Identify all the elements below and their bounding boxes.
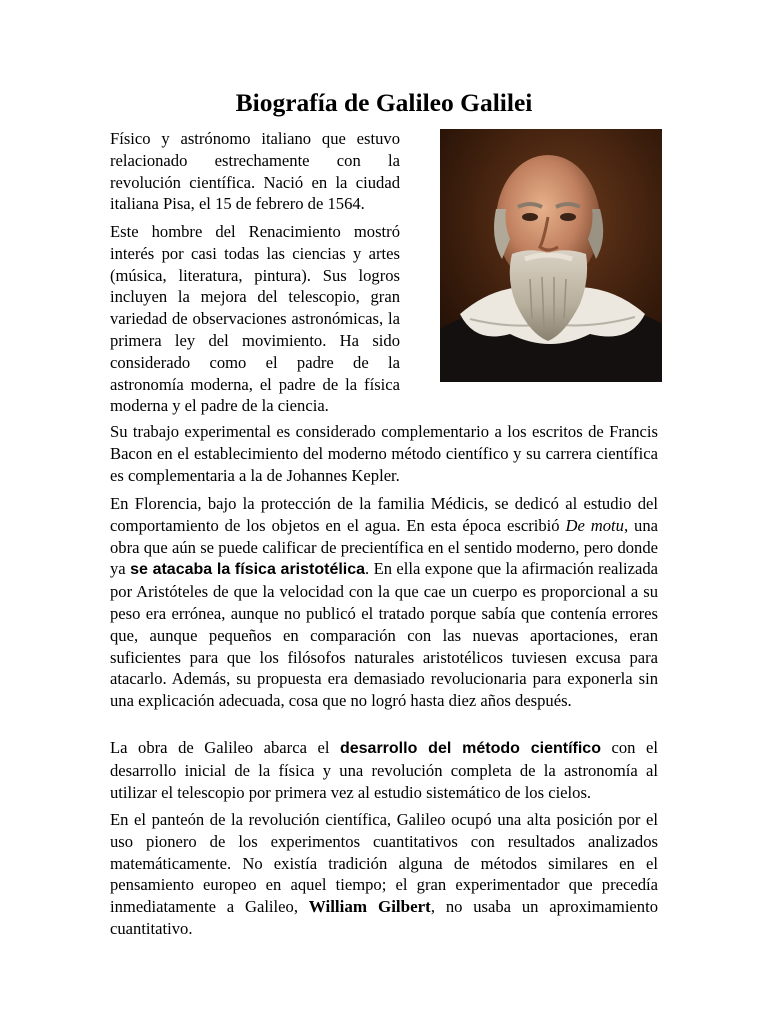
paragraph-pantheon (110, 809, 658, 940)
paragraph-experimental-work: Su trabajo experimental es considerado complementario a los escritos de Francis Bacon en el establecimiento del moderno método científico y su carrera científica es complementaria a la de Johannes Kepler. (110, 422, 658, 485)
paragraph-text: La obra de Galileo abarca el (110, 738, 340, 757)
paragraph-text: , una obra que aún se puede calificar de precientífica en el sentido moderno, pero donde ya (110, 515, 658, 579)
paragraph-text: con el desarrollo inicial de la física y una revolución completa de la astronomía al utilizar el telescopio por primera vez al estudio sistemático de los cielos. (110, 738, 658, 802)
paragraph-text: En Florencia, bajo la protección de la familia Médicis, se dedicó al estudio del comportamiento de los objetos en el agua. En esta época escribió (110, 494, 658, 535)
paragraph-intro: Físico y astrónomo italiano que estuvo relacionado estrechamente con la revolución científica. Nació en la ciudad italiana Pisa, el 15 de febrero de 1564. (110, 129, 400, 214)
paragraph-florence (110, 493, 658, 712)
galileo-portrait-icon (440, 129, 662, 382)
bold-phrase: desarrollo del método científico (339, 740, 601, 757)
paragraph-text: En el panteón de la revolución científica, Galileo ocupó una alta posición por el uso pionero de los experimentos cuantitativos con resultados analizados matemáticamente. No existía tradición alguna de métodos similares en el pensamiento europeo en aquel tiempo; el gran experimentador que precedía inmediatamente a Galileo, (110, 810, 658, 917)
paragraph-text: , no usaba un aproximamiento cuantitativo. (110, 897, 658, 938)
book-title: De motu (565, 515, 624, 535)
paragraph-text: . En ella expone que la afirmación realizada por Aristóteles de que la velocidad con la que cae un cuerpo es proporcional a su peso era errónea, aunque no publicó el tratado porque sabía que contenía errores que, aunque pequeños en comparación con las nuevas aportaciones, eran suficientes para que los filósofos naturales aristotélicos tuviesen excusa para atacarlo. Además, su propuesta era demasiado revolucionaria para exponerla sin una explicación adecuada, cosa que no logró hasta diez años después. (110, 559, 658, 711)
paragraph-renaissance: Este hombre del Renacimiento mostró interés por casi todas las ciencias y artes (música, literatura, pintura). Sus logros incluyen la mejora del telescopio, gran variedad de observaciones astronómicas, la primera ley del movimiento. Ha sido considerado como el padre de la astronomía moderna, el padre de la física moderna y el padre de la ciencia. (110, 222, 400, 416)
paragraph-scientific-method (110, 737, 658, 803)
page-title: Biografía de Galileo Galilei (235, 88, 533, 117)
bold-phrase: se atacaba la física aristotélica (130, 561, 366, 579)
bold-name: William Gilbert (308, 897, 431, 917)
